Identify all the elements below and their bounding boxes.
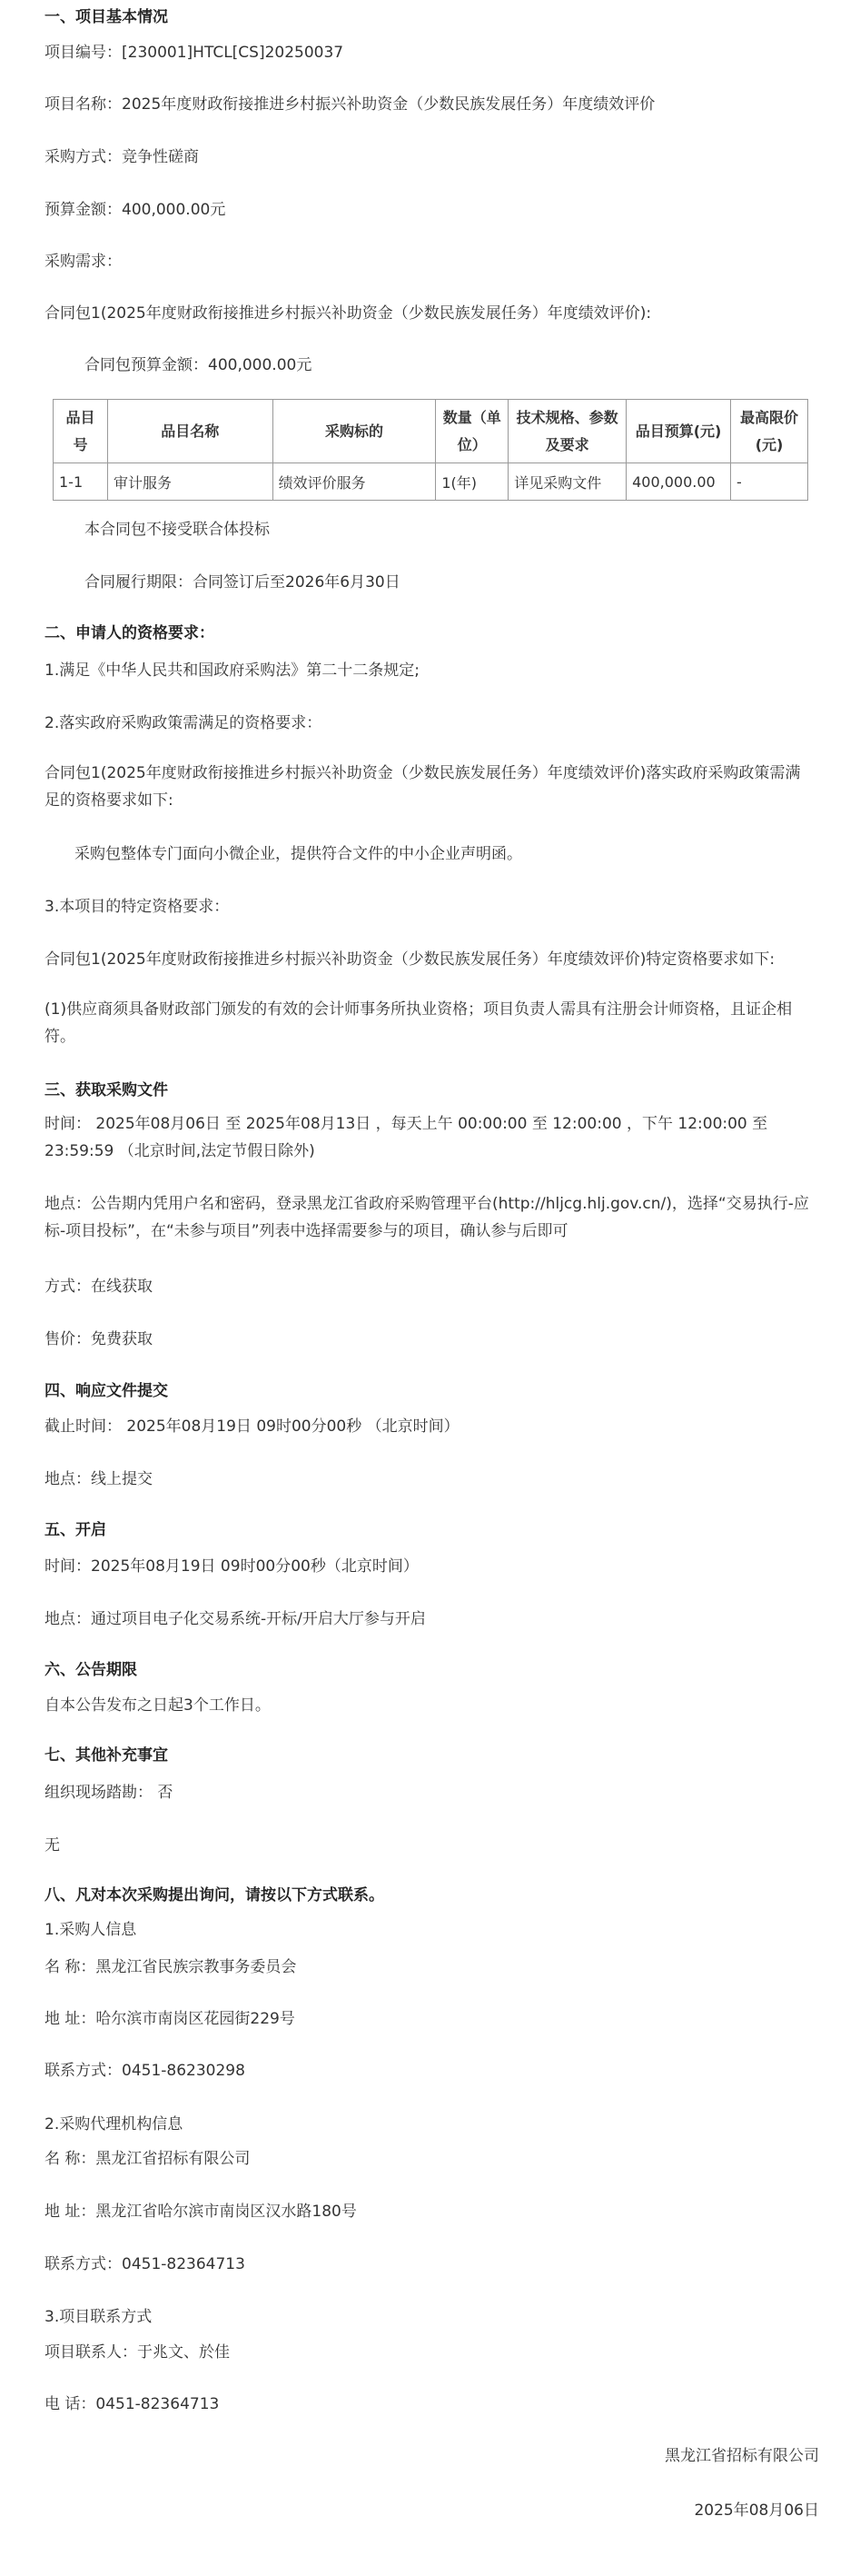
project-contact-phone: 电 话：0451-82364713 (44, 2395, 220, 2413)
table-header-subject: 采购标的 (272, 400, 436, 463)
table-header-row (54, 400, 808, 463)
document-method: 方式：在线获取 (44, 1278, 153, 1296)
submission-deadline: 截止时间： 2025年08月19日 09时00分00秒 （北京时间） (44, 1417, 460, 1436)
footer-organization: 黑龙江省招标有限公司 (665, 2447, 819, 2465)
table-header-item-no: 品目号 (54, 400, 108, 463)
table-cell: - (731, 463, 808, 501)
package-1-title: 合同包1(2025年度财政衔接推进乡村振兴补助资金（少数民族发展任务）年度绩效评价): (44, 304, 652, 323)
package-special-requirement: 合同包1(2025年度财政衔接推进乡村振兴补助资金（少数民族发展任务）年度绩效评价)特定资格要求如下: (44, 950, 776, 969)
table-header-spec: 技术规格、参数及要求 (509, 400, 627, 463)
section-2-title: 二、申请人的资格要求： (44, 624, 214, 642)
table-header-quantity: 数量（单位） (436, 400, 509, 463)
procurement-demand-label: 采购需求： (44, 253, 122, 271)
agent-address: 地 址：黑龙江省哈尔滨市南岗区汉水路180号 (44, 2203, 357, 2221)
section-1-title: 一、项目基本情况 (44, 8, 168, 26)
supplementary-none: 无 (44, 1836, 60, 1855)
section-5-title: 五、开启 (44, 1521, 106, 1539)
table-row (54, 463, 808, 501)
submission-place: 地点：线上提交 (44, 1470, 153, 1488)
budget-amount: 预算金额：400,000.00元 (44, 201, 226, 219)
project-contact-title: 3.项目联系方式 (44, 2308, 153, 2326)
section-3-title: 三、获取采购文件 (44, 1081, 168, 1099)
opening-time: 时间：2025年08月19日 09时00分00秒（北京时间） (44, 1557, 419, 1576)
opening-place: 地点：通过项目电子化交易系统-开标/开启大厅参与开启 (44, 1610, 426, 1628)
document-price: 售价：免费获取 (44, 1330, 153, 1348)
project-number: 项目编号：[230001]HTCL[CS]20250037 (44, 44, 344, 62)
no-consortium-note: 本合同包不接受联合体投标 (84, 521, 270, 539)
contract-term: 合同履行期限：合同签订后至2026年6月30日 (84, 573, 400, 592)
table-cell: 审计服务 (107, 463, 272, 501)
procurement-method: 采购方式：竞争性磋商 (44, 148, 199, 166)
document-time: 时间： 2025年08月06日 至 2025年08月13日 ，每天上午 00:00:00 至 12:00:00 ，下午 12:00:00 至 23:59:59 （北京时间,法定节假日除外) (44, 1115, 768, 1160)
footer-date: 2025年08月06日 (694, 2501, 819, 2520)
table-header-item-name: 品目名称 (107, 400, 272, 463)
section-6-title: 六、公告期限 (44, 1661, 137, 1679)
table-header-item-budget: 品目预算(元) (627, 400, 731, 463)
table-cell: 详见采购文件 (509, 463, 627, 501)
project-name: 项目名称：2025年度财政衔接推进乡村振兴补助资金（少数民族发展任务）年度绩效评价 (44, 95, 656, 114)
buyer-name: 名 称：黑龙江省民族宗教事务委员会 (44, 1958, 297, 1976)
section-4-title: 四、响应文件提交 (44, 1382, 168, 1400)
buyer-address: 地 址：哈尔滨市南岗区花园街229号 (44, 2010, 295, 2028)
table-header-max-price: 最高限价(元) (731, 400, 808, 463)
table-cell: 1-1 (54, 463, 108, 501)
table-cell: 绩效评价服务 (272, 463, 436, 501)
section-8-title: 八、凡对本次采购提出询问，请按以下方式联系。 (44, 1886, 384, 1905)
table-cell: 400,000.00 (627, 463, 731, 501)
document-place: 地点：公告期内凭用户名和密码，登录黑龙江省政府采购管理平台(http://hljcg.hlj.gov.cn/)，选择“交易执行-应标-项目投标”，在“未参与项目”列表中选择需要参与的项目，确认参与后即可 (44, 1195, 809, 1240)
buyer-phone: 联系方式：0451-86230298 (44, 2062, 245, 2080)
package-policy-requirement: 合同包1(2025年度财政衔接推进乡村振兴补助资金（少数民族发展任务）年度绩效评价)落实政府采购政策需满足的资格要求如下: (44, 764, 801, 810)
qualification-3: 3.本项目的特定资格要求： (44, 898, 230, 916)
package-budget: 合同包预算金额：400,000.00元 (84, 356, 312, 374)
buyer-info-title: 1.采购人信息 (44, 1921, 137, 1939)
project-contact-person: 项目联系人：于兆文、於佳 (44, 2343, 230, 2362)
agent-phone: 联系方式：0451-82364713 (44, 2255, 245, 2273)
section-7-title: 七、其他补充事宜 (44, 1746, 168, 1765)
qualification-1: 1.满足《中华人民共和国政府采购法》第二十二条规定; (44, 661, 420, 680)
site-survey: 组织现场踏勘： 否 (44, 1784, 173, 1802)
agent-info-title: 2.采购代理机构信息 (44, 2115, 183, 2133)
package-items-table (53, 399, 808, 501)
special-requirement-1: (1)供应商须具备财政部门颁发的有效的会计师事务所执业资格；项目负责人需具有注册会计师资格，且证企相符。 (44, 1000, 793, 1046)
agent-name: 名 称：黑龙江省招标有限公司 (44, 2150, 251, 2168)
qualification-2: 2.落实政府采购政策需满足的资格要求： (44, 714, 322, 732)
sme-requirement: 采购包整体专门面向小微企业，提供符合文件的中小企业声明函。 (74, 845, 522, 863)
table-cell: 1(年) (436, 463, 509, 501)
notice-period: 自本公告发布之日起3个工作日。 (44, 1696, 271, 1715)
